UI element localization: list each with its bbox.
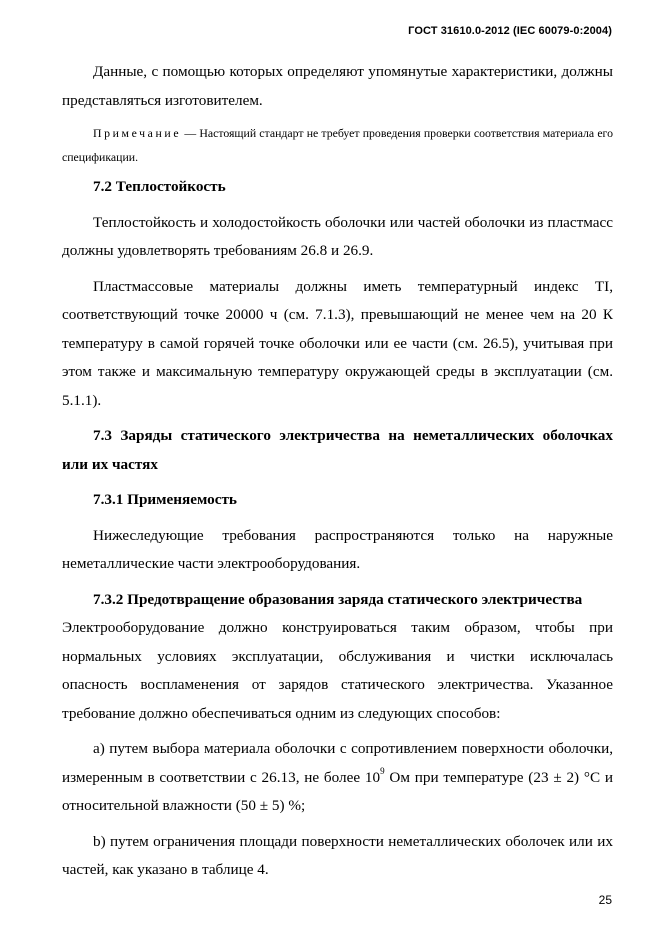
section-7-3-2-paragraph: Электрооборудование должно конструироваться таким образом, чтобы при нормальных условиях эксплуатации, обслуживания и чистки исключалась опасность воспламенения от зарядов статического электричества. Указанное требование должно обеспечиваться одним из следующих способов: <box>62 619 613 722</box>
note-dash: — <box>181 126 200 140</box>
standard-header: ГОСТ 31610.0-2012 (IEC 60079-0:2004) <box>408 25 612 37</box>
list-item-a <box>62 735 613 821</box>
section-7-3-2-heading: 7.3.2 Предотвращение образования заряда статического электричества <box>93 590 583 608</box>
section-7-2-heading: 7.2 Теплостойкость <box>93 178 226 195</box>
list-item-a-text-end: Ом при температуре (23 ± 2) °С и относительной влажности (50 ± 5) %; <box>62 768 613 814</box>
section-7-2-paragraph-2: Пластмассовые материалы должны иметь температурный индекс TI, соответствующий точке 20000 ч (см. 7.1.3), превышающий не менее чем на 20 К температуру в самой горячей точке оболочки или ее части (см. 26.5), учитывая при этом также и максимальную температуру окружающей среды в эксплуатации (см. 5.1.1). <box>62 277 613 409</box>
section-7-2-paragraph-1: Теплостойкость и холодостойкость оболочки или частей оболочки из пластмасс должны удовлетворять требованиям 26.8 и 26.9. <box>62 213 613 259</box>
intro-paragraph: Данные, с помощью которых определяют упомянутые характеристики, должны представляться изготовителем. <box>62 63 613 109</box>
section-7-3-1-heading: 7.3.1 Применяемость <box>93 491 237 508</box>
note-text: Настоящий стандарт не требует проведения проверки соответствия материала его спецификации. <box>62 126 614 164</box>
page-content <box>62 58 613 885</box>
list-item-a-exponent: 9 <box>380 766 385 777</box>
list-item-b: b) путем ограничения площади поверхности неметаллических оболочек или их частей, как указано в таблице 4. <box>62 832 613 878</box>
list-item-a-text: a) путем выбора материала оболочки с сопротивлением поверхности оболочки, измеренным в соответствии с 26.13, не более 10 <box>62 740 613 786</box>
note-label: Примечание <box>93 126 182 140</box>
page-number: 25 <box>598 893 612 907</box>
section-7-3-heading: 7.3 Заряды статического электричества на неметаллических оболочках или их частях <box>62 427 613 473</box>
note <box>62 121 613 169</box>
section-7-3-1-paragraph: Нижеследующие требования распространяются только на наружные неметаллические части электрооборудования. <box>62 526 613 572</box>
